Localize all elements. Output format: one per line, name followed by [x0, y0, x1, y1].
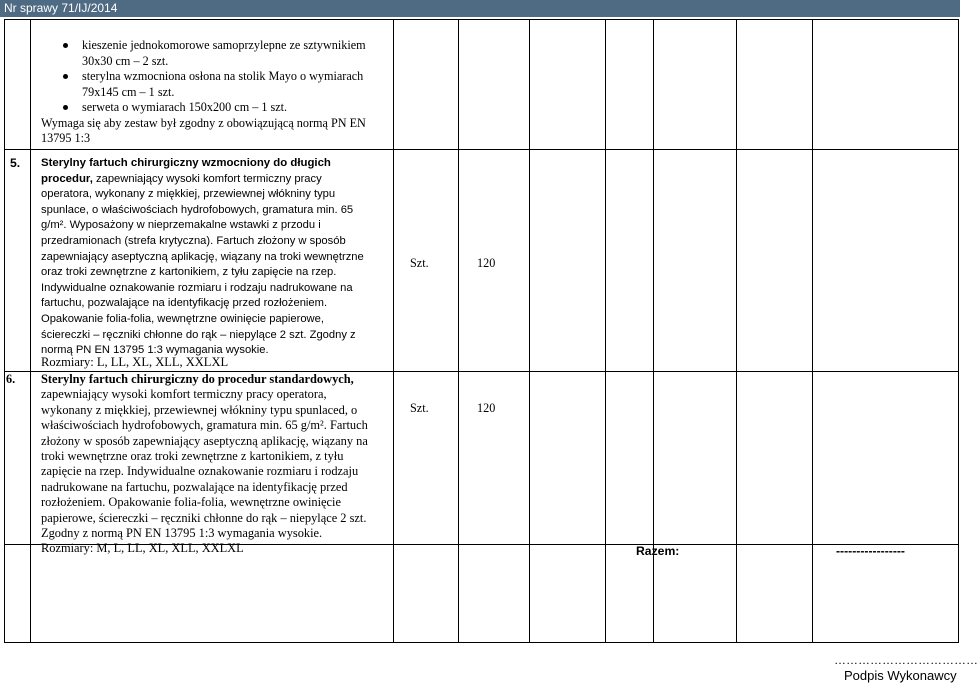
- column-divider: [812, 20, 813, 642]
- signature-label: Podpis Wykonawcy: [844, 668, 957, 683]
- total-label: Razem:: [636, 544, 680, 558]
- column-divider: [458, 20, 459, 642]
- item-5-description: Sterylny fartuch chirurgiczny wzmocniony do długich procedur, zapewniający wysoki komfort termiczny pracy operatora, wykonany z miękkiej, przewiewnej włókniny typu spunlace, o właściwościach hydrofobowych, gramatura min. 65 g/m². Wyposażony w nieprzemakalne wstawki z przodu i przedramionach (strefa krytyczna). Fartuch złożony w sposób zapewniający aseptyczną aplikację, wiązany na troki wewnętrzne oraz troki zewnętrzne z kartonikiem, z tyłu zapięcie na rzep. Indywidualne oznakowanie rozmiaru i rodzaju nadrukowane na fartuchu, pozwalające na identyfikację przed rozłożeniem. Opakowanie folia-folia, wewnętrzne owinięcie papierowe, ściereczki – ręczniki chłonne do rąk – niepylące 2 szt. Zgodny z normą PN EN 13795 1:3 wymagania wysokie.: [41, 157, 364, 357]
- item-6-description: Sterylny fartuch chirurgiczny do procedur standardowych, zapewniający wysoki komfort termiczny pracy operatora, wykonany z miękkiej, przewiewnej włókniny typu spunlaced, o właściwościach hydrofobowych, gramatura min. 65 g/m². Fartuch złożony w sposób zapewniający aseptyczną aplikację, wiązany na troki wewnętrzne oraz troki zewnętrzne z kartonikiem, z tyłu zapięcie na rzep. Indywidualne oznakowanie rozmiaru i rodzaju nadrukowane na fartuchu, pozwalające na identyfikację przed rozłożeniem. Opakowanie folia-folia, wewnętrzne owinięcie papierowe, ściereczki – ręczniki chłonne do rąk – niepylące 2 szt. Zgodny z normą PN EN 13795 1:3 wymagania wysokie. Rozmiary: M, L, LL, XL, XLL, XXLXL: [41, 372, 368, 556]
- column-divider: [736, 20, 737, 642]
- item-number: 5.: [10, 156, 21, 170]
- item-6-unit: Szt.: [410, 401, 429, 415]
- row-divider: [5, 149, 958, 150]
- case-number: Nr sprawy 71/IJ/2014: [4, 1, 118, 15]
- list-item: serweta o wymiarach 150x200 cm – 1 szt.: [62, 100, 402, 116]
- item-5-sizes: Rozmiary: L, LL, XL, XLL, XXLXL: [41, 355, 229, 369]
- item-number: 6.: [6, 372, 16, 386]
- item-6-title: Sterylny fartuch chirurgiczny do procedur standardowych,: [41, 372, 354, 386]
- list-item: kieszenie jednokomorowe samoprzylepne ze sztywnikiem 30x30 cm – 2 szt.: [62, 38, 402, 69]
- item-5-unit: Szt.: [410, 256, 429, 270]
- document-header: [0, 0, 960, 17]
- item-5-title: Sterylny fartuch chirurgiczny wzmocniony do długich: [41, 157, 331, 169]
- column-divider: [30, 20, 31, 642]
- total-value: -----------------: [836, 544, 905, 558]
- signature-line: ………………………………: [834, 653, 978, 667]
- item-5-quantity: 120: [477, 256, 496, 270]
- column-divider: [605, 20, 606, 642]
- previous-item-description: [41, 38, 402, 147]
- list-item: sterylna wzmocniona osłona na stolik Mayo o wymiarach 79x145 cm – 1 szt.: [62, 69, 402, 100]
- standard-note: Wymaga się aby zestaw był zgodny z obowiązującą normą PN EN 13795 1:3: [41, 115, 366, 145]
- item-6-quantity: 120: [477, 401, 496, 415]
- column-divider: [529, 20, 530, 642]
